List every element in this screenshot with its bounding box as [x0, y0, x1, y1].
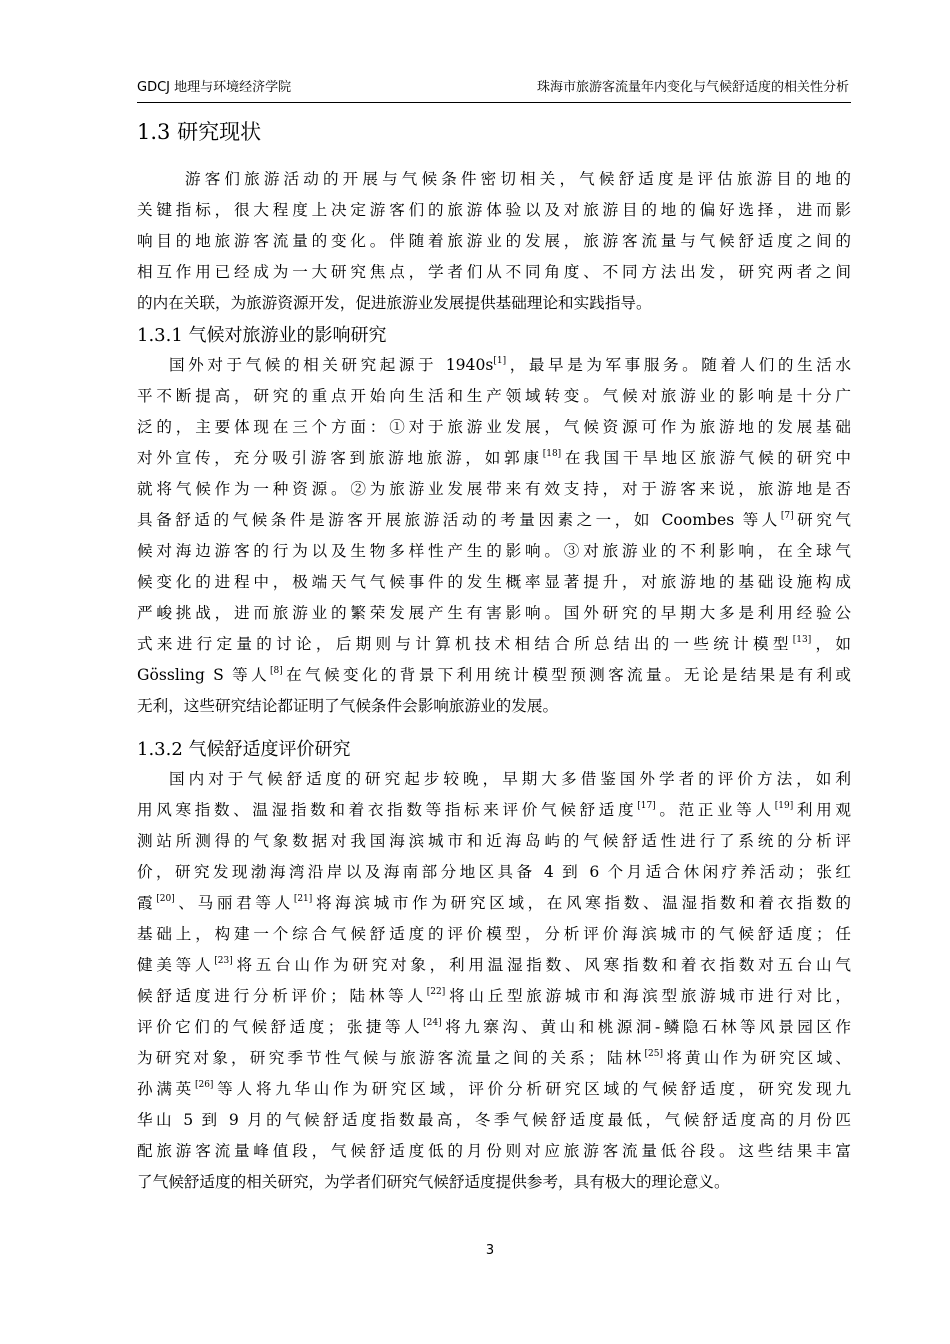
text-line [137, 1043, 851, 1074]
text-run: 候舒适度进行分析评价；陆林等人 [137, 987, 427, 1005]
text-line [137, 381, 851, 412]
text-line [137, 691, 851, 722]
section-heading: 1.3 研究现状 [137, 120, 262, 144]
text-line [137, 826, 851, 857]
text-line [137, 1167, 851, 1198]
text-line [137, 660, 851, 691]
text-line [137, 505, 851, 536]
citation-ref: [23] [214, 956, 233, 966]
text-line [137, 629, 851, 660]
text-run: 华山 5 到 9 月的气候舒适度指数最高，冬季气候舒适度最低，气候舒适度高的月份匹 [137, 1111, 851, 1129]
text-line [137, 598, 851, 629]
citation-ref: [22] [426, 987, 446, 997]
citation-ref: [25] [644, 1049, 664, 1059]
text-run: 泛的，主要体现在三个方面：①对于旅游业发展，气候资源可作为旅游地的发展基础 [137, 418, 851, 436]
text-line [137, 350, 851, 381]
text-line [137, 857, 851, 888]
text-run: 配旅游客流量峰值段，气候舒适度低的月份则对应旅游客流量低谷段。这些结果丰富 [137, 1142, 851, 1160]
citation-ref: [17] [637, 801, 656, 811]
text-line: 响目的地旅游客流量的变化。伴随着旅游业的发展，旅游客流量与气候舒适度之间的 [137, 232, 851, 250]
text-run: 国内对于气候舒适度的研究起步较晚，早期大多借鉴国外学者的评价方法，如利 [169, 770, 851, 788]
header-institution: GDCJ 地理与环境经济学院 [137, 80, 292, 95]
text-run: 无利，这些研究结论都证明了气候条件会影响旅游业的发展。 [137, 697, 559, 715]
text-run: 等人将九华山作为研究区域，评价分析研究区域的气候舒适度，研究发现九 [213, 1080, 851, 1098]
citation-ref: [13] [792, 635, 812, 645]
page-number: 3 [485, 1243, 495, 1258]
text-line [137, 567, 851, 598]
text-run: 平不断提高，研究的重点开始向生活和生产领域转变。气候对旅游业的影响是十分广 [137, 387, 851, 405]
text-run: 候对海边游客的行为以及生物多样性产生的影响。③对旅游业的不利影响，在全球气 [137, 542, 851, 560]
text-run: 式来进行定量的讨论，后期则与计算机技术相结合所总结出的一些统计模型 [137, 635, 793, 653]
text-line [137, 795, 851, 826]
text-line [137, 474, 851, 505]
text-line [137, 1136, 851, 1167]
text-run: 利用观 [793, 801, 851, 819]
text-line [137, 888, 851, 919]
text-run: 孙满英 [137, 1080, 195, 1098]
citation-ref: [24] [423, 1018, 442, 1028]
text-run: 测站所测得的气象数据对我国海滨城市和近海岛屿的气候舒适性进行了系统的分析评 [137, 832, 851, 850]
text-run: 将山丘型旅游城市和海滨型旅游城市进行对比， [445, 987, 851, 1005]
text-line: 相互作用已经成为一大研究焦点，学者们从不同角度、不同方法出发，研究两者之间 [137, 263, 851, 281]
text-run: 严峻挑战，进而旅游业的繁荣发展产生有害影响。国外研究的早期大多是利用经验公 [137, 604, 851, 622]
text-run: 评价它们的气候舒适度；张捷等人 [137, 1018, 424, 1036]
intro-paragraph [137, 164, 851, 319]
text-run: 为研究对象，研究季节性气候与旅游客流量之间的关系；陆林 [137, 1049, 645, 1067]
text-line [137, 1012, 851, 1043]
text-line [137, 981, 851, 1012]
text-run: 具备舒适的气候条件是游客开展旅游活动的考量因素之一，如 Coombes 等人 [137, 511, 781, 529]
header-thesis-title: 珠海市旅游客流量年内变化与气候舒适度的相关性分析 [536, 80, 849, 95]
citation-ref: [19] [774, 801, 794, 811]
text-run: 对外宣传，充分吸引游客到旅游地旅游，如郭康 [137, 449, 543, 467]
citation-ref: [7] [780, 511, 794, 521]
text-run: 了气候舒适度的相关研究，为学者们研究气候舒适度提供参考，具有极大的理论意义。 [137, 1173, 730, 1191]
text-line [137, 536, 851, 567]
text-run: 候变化的进程中，极端天气气候事件的发生概率显著提升，对旅游地的基础设施构成 [137, 573, 851, 591]
text-run: ，如 [811, 635, 851, 653]
text-run: 研究气 [793, 511, 851, 529]
citation-ref: [8] [270, 666, 283, 676]
subsection-heading-2: 1.3.2 气候舒适度评价研究 [137, 739, 351, 760]
comfort-evaluation-paragraph [137, 764, 851, 1198]
text-run: 在我国干旱地区旅游气候的研究中 [561, 449, 851, 467]
climate-impact-paragraph [137, 350, 851, 722]
text-run: 将海滨城市作为研究区域，在风寒指数、温湿指数和着衣指数的 [312, 894, 851, 912]
text-line: 游客们旅游活动的开展与气候条件密切相关，气候舒适度是评估旅游目的地的 [185, 170, 851, 188]
text-run: 价，研究发现渤海湾沿岸以及海南部分地区具备 4 到 6 个月适合休闲疗养活动；张红 [137, 863, 851, 881]
text-line: 的内在关联，为旅游资源开发，促进旅游业发展提供基础理论和实践指导。 [137, 294, 652, 312]
citation-ref: [21] [293, 894, 313, 904]
citation-ref: [18] [542, 449, 562, 459]
text-run: 健美等人 [137, 956, 215, 974]
text-run: 将五台山作为研究对象，利用温湿指数、风寒指数和着衣指数对五台山气 [232, 956, 851, 974]
text-line [137, 1105, 851, 1136]
text-line: 关键指标，很大程度上决定游客们的旅游体验以及对旅游目的地的偏好选择，进而影 [137, 201, 851, 219]
text-run: 用风寒指数、温湿指数和着衣指数等指标来评价气候舒适度 [137, 801, 638, 819]
text-run: 就将气候作为一种资源。②为旅游业发展带来有效支持，对于游客来说，旅游地是否 [137, 480, 851, 498]
text-run: 基础上，构建一个综合气候舒适度的评价模型，分析评价海滨城市的气候舒适度；任 [137, 925, 851, 943]
text-run: 将黄山作为研究区域、 [663, 1049, 851, 1067]
text-run: 国外对于气候的相关研究起源于 1940s [169, 356, 494, 374]
running-header [137, 78, 851, 103]
citation-ref: [1] [493, 356, 507, 366]
text-run: Gössling S 等人 [137, 666, 271, 684]
citation-ref: [26] [194, 1080, 214, 1090]
text-run: 。范正业等人 [655, 801, 775, 819]
subsection-heading-1: 1.3.1 气候对旅游业的影响研究 [137, 325, 387, 346]
text-run: 霞 [137, 894, 157, 912]
text-line [137, 764, 851, 795]
citation-ref: [20] [156, 894, 175, 904]
text-line [137, 412, 851, 443]
text-run: ，最早是为军事服务。随着人们的生活水 [506, 356, 851, 374]
text-run: 、马丽君等人 [174, 894, 294, 912]
text-run: 在气候变化的背景下利用统计模型预测客流量。无论是结果是有利或 [282, 666, 851, 684]
text-line [137, 443, 851, 474]
text-line [137, 1074, 851, 1105]
text-line [137, 919, 851, 950]
text-run: 将九寨沟、黄山和桃源洞-鳞隐石林等风景园区作 [441, 1018, 851, 1036]
text-line [137, 950, 851, 981]
